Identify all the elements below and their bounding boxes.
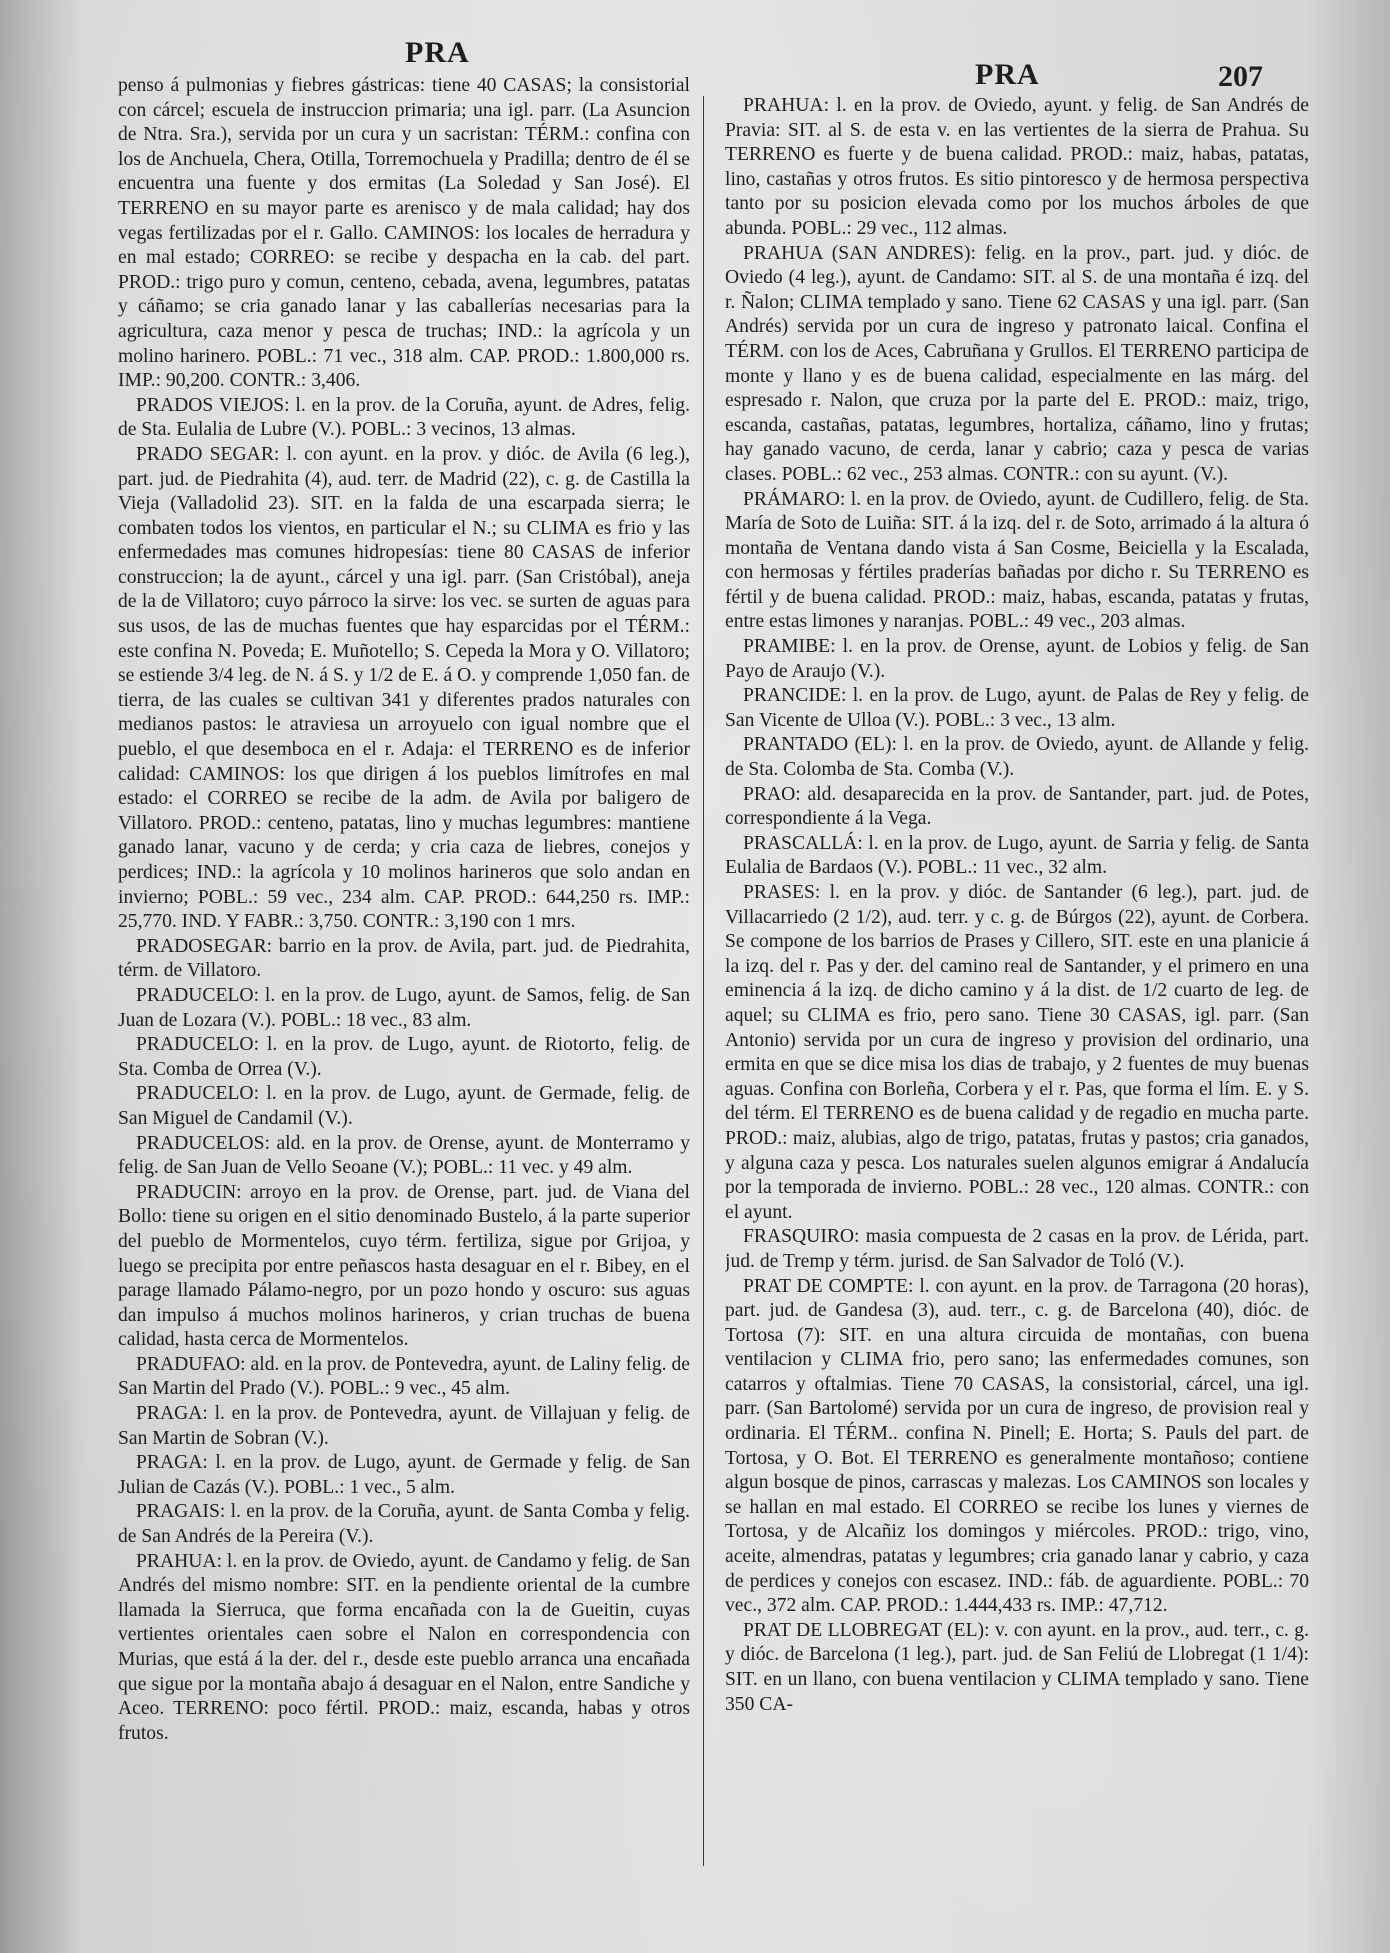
entry: PRADUCELO: l. en la prov. de Lugo, ayunt. de Riotorto, felig. de Sta. Comba de Orrea (V.). bbox=[118, 1034, 690, 1080]
entry: PRAHUA (SAN ANDRES): felig. en la prov., part. jud. y dióc. de Oviedo (4 leg.), ayunt. de Candamo: SIT. al S. de una montaña é izq. del r. Ñalon; CLIMA templado y sano. Tiene 62 CASAS y una igl. parr. (San Andrés) servida por un cura de ingreso y patronato laical. Confina el TÉRM. con los de Aces, Cabruñana y Grullos. El TERRENO participa de monte y llano y es de buena calidad, especialmente en las márg. del espresado r. Nalon, que cruza por la parte del E. PROD.: maiz, trigo, escanda, castañas, patatas, legumbres, hortaliza, cáñamo, lino y frutas; hay ganado vacuno, de cerda, lanar y cabrio; caza y pesca de varias clases. POBL.: 62 vec., 253 almas. CONTR.: con su ayunt. (V.). bbox=[725, 242, 1309, 485]
page-number: 207 bbox=[1218, 60, 1263, 93]
entry: PRADO SEGAR: l. con ayunt. en la prov. y dióc. de Avila (6 leg.), part. jud. de Piedrahita (4), aud. terr. de Madrid (22), c. g. de Castilla la Vieja (Valladolid 23). SIT. en la falda de una escarpada sierra; le combaten todos los vientos, en particular el N.; su CLIMA es frio y las enfermedades mas comunes hidropesías: tiene 80 CASAS de inferior construccion; la de ayunt., cárcel y una igl. parr. (San Cristóbal), aneja de la de Villatoro; cuyo párroco la sirve: los vec. se surten de aguas para sus usos, de las de muchas fuentes que hay esparcidas por el TÉRM.: este confina N. Poveda; E. Muñotello; S. Cepeda la Mora y O. Villatoro; se estiende 3/4 leg. de N. á S. y 1/2 de E. á O. y comprende 1,050 fan. de tierra, de las cuales se cultivan 341 y diferentes prados naturales con medianos pastos: le atraviesa un arroyuelo con igual nombre que el pueblo, el que desemboca en el r. Adaja: el TERRENO es de inferior calidad: CAMINOS: los que dirigen á los pueblos limítrofes en mal estado: el CORREO se recibe de la adm. de Avila por baligero de Villatoro. PROD.: centeno, patatas, lino y muchas legumbres: mantiene ganado lanar, vacuno y de cerda; y cria caza de liebres, conejos y perdices; IND.: la agrícola y 10 molinos harineros que solo andan en invierno; POBL.: 59 vec., 234 alm. CAP. PROD.: 644,250 rs. IMP.: 25,770. IND. Y FABR.: 3,750. CONTR.: 3,190 con 1 mrs. bbox=[118, 443, 690, 933]
entry: PRADUFAO: ald. en la prov. de Pontevedra, ayunt. de Laliny felig. de San Martin del Prado (V.). POBL.: 9 vec., 45 alm. bbox=[118, 1353, 690, 1400]
column-divider bbox=[703, 96, 704, 1866]
entry: PRAGA: l. en la prov. de Pontevedra, ayunt. de Villajuan y felig. de San Martin de Sobran (V.). bbox=[118, 1403, 690, 1449]
running-head-left: PRA bbox=[405, 36, 470, 69]
entry: PRAGA: l. en la prov. de Lugo, ayunt. de Germade y felig. de San Julian de Cazás (V.). POBL.: 1 vec., 5 alm. bbox=[118, 1452, 690, 1498]
right-column bbox=[725, 94, 1309, 1934]
entry: PRASES: l. en la prov. y dióc. de Santander (6 leg.), part. jud. de Villacarriedo (2 1/2), aud. terr. y c. g. de Búrgos (22), ayunt. de Corbera. Se compone de los barrios de Prases y Cillero, SIT. este en una planicie á la izq. del r. Pas y der. del camino real de Santander, y el primero en una eminencia á la izq. de dicho camino y á la dist. de 1/2 cuarto de leg. de aquel; su CLIMA es frio, pero sano. Tiene 30 CASAS, igl. parr. (San Antonio) servida por un cura de ingreso y provision del ordinario, una ermita en que se dice misa los dias de trabajo, y 2 fuentes de muy buenas aguas. Confina con Borleña, Corbera y el r. Pas, que forma el lím. E. y S. del térm. El TERRENO es de buena calidad y de regadio en mucha parte. PROD.: maiz, alubias, algo de trigo, patatas, frutas y pastos; cria ganados, y alguna caza y pesca. Los naturales suelen algunos emigrar á Andalucía por la temporada de invierno. POBL.: 28 vec., 120 almas. CONTR.: con el ayunt. bbox=[725, 882, 1309, 1223]
entry: FRASQUIRO: masia compuesta de 2 casas en la prov. de Lérida, part. jud. de Tremp y térm. jurisd. de San Salvador de Toló (V.). bbox=[725, 1226, 1309, 1272]
entry: PRADUCELO: l. en la prov. de Lugo, ayunt. de Samos, felig. de San Juan de Lozara (V.). POBL.: 18 vec., 83 alm. bbox=[118, 984, 690, 1031]
entry: PRAT DE LLOBREGAT (EL): v. con ayunt. en la prov., aud. terr., c. g. y dióc. de Barcelona (1 leg.), part. jud. de San Feliú de Llobregat (1 1/4): SIT. en un llano, con buena ventilacion y CLIMA templado y sano. Tiene 350 CA- bbox=[725, 1619, 1309, 1715]
entry: PRAGAIS: l. en la prov. de la Coruña, ayunt. de Santa Comba y felig. de San Andrés de la Pereira (V.). bbox=[118, 1501, 690, 1548]
running-head-right: PRA bbox=[975, 58, 1040, 91]
entry: PRANCIDE: l. en la prov. de Lugo, ayunt. de Palas de Rey y felig. de San Vicente de Ulloa (V.). POBL.: 3 vec., 13 alm. bbox=[725, 685, 1309, 731]
entry: PRADOS VIEJOS: l. en la prov. de la Coruña, ayunt. de Adres, felig. de Sta. Eulalia de Lubre (V.). POBL.: 3 vecinos, 13 almas. bbox=[118, 394, 690, 441]
entry: PRAMIBE: l. en la prov. de Orense, ayunt. de Lobios y felig. de San Payo de Araujo (V.). bbox=[725, 636, 1309, 682]
entry: PRANTADO (EL): l. en la prov. de Oviedo, ayunt. de Allande y felig. de Sta. Colomba de Sta. Comba (V.). bbox=[725, 734, 1309, 781]
entry: PRASCALLÁ: l. en la prov. de Lugo, ayunt. de Sarria y felig. de Santa Eulalia de Bardaos (V.). POBL.: 11 vec., 32 alm. bbox=[725, 832, 1309, 879]
entry: PRADUCIN: arroyo en la prov. de Orense, part. jud. de Viana del Bollo: tiene su origen en el sitio denominado Bustelo, á la parte superior del pueblo de Mormentelos, cuyo térm. fertiliza, sigue por Grijoa, y luego se precipita por entre peñascos hasta desaguar en el r. Bibey, en el parage llamado Pálamo-negro, por un pozo hondo y oscuro: sus aguas dan impulso á muchos molinos harineros, y crian truchas de buena calidad, hasta cerca de Mormentelos. bbox=[118, 1181, 690, 1351]
entry: PRAT DE COMPTE: l. con ayunt. en la prov. de Tarragona (20 horas), part. jud. de Gandesa (3), aud. terr., c. g. de Barcelona (40), dióc. de Tortosa (7): SIT. en una altura circuida de montañas, con buena ventilacion y CLIMA frio, pero sano; las enfermedades comunes, son catarros y oftalmias. Tiene 70 CASAS, la consistorial, cárcel, una igl. parr. (San Bartolomé) servida por un cura de ingreso, de provision real y ordinaria. El TÉRM.. confina N. Pinell; E. Horta; S. Pauls del part. de Tortosa, y O. Bot. El TERRENO es generalmente montañoso; contiene algun bosque de pinos, carrascas y malezas. Los CAMINOS son locales y se hallan en mal estado. El CORREO se recibe los lunes y viernes de Tortosa, y de Alcañiz los domingos y miércoles. PROD.: trigo, vino, aceite, almendras, patatas y legumbres; cria ganado lanar y cabrio, y caza de perdices y conejos con escasez. IND.: fáb. de aguardiente. POBL.: 70 vec., 372 alm. CAP. PROD.: 1.444,433 rs. IMP.: 47,712. bbox=[725, 1275, 1309, 1617]
left-column bbox=[118, 74, 690, 1934]
entry: PRADUCELOS: ald. en la prov. de Orense, ayunt. de Monterramo y felig. de San Juan de Vello Seoane (V.); POBL.: 11 vec. y 49 alm. bbox=[118, 1132, 690, 1179]
entry: PRAHUA: l. en la prov. de Oviedo, ayunt. de Candamo y felig. de San Andrés del mismo nombre: SIT. en la pendiente oriental de la cumbre llamada la Sierruca, que forma encañada con la de Gueitin, cuyas vertientes orientales caen sobre el Nalon en correspondencia con Murias, que está á la der. del r., desde este pueblo arranca una encañada que sigue por la montaña abajo á desaguar en el Nalon, entre Sandiche y Aceo. TERRENO: poco fértil. PROD.: maiz, escanda, habas y otros frutos. bbox=[118, 1550, 690, 1744]
entry: PRAHUA: l. en la prov. de Oviedo, ayunt. y felig. de San Andrés de Pravia: SIT. al S. de esta v. en las vertientes de la sierra de Prahua. Su TERRENO es fuerte y de buena calidad. PROD.: maiz, habas, patatas, lino, castañas y otros frutos. Es sitio pintoresco y de hermosa perspectiva tanto por su posicion elevada como por los muchos árboles de que abunda. POBL.: 29 vec., 112 almas. bbox=[725, 95, 1309, 239]
entry: PRÁMARO: l. en la prov. de Oviedo, ayunt. de Cudillero, felig. de Sta. María de Soto de Luiña: SIT. á la izq. del r. de Soto, arrimado á la altura ó montaña de Ventana dando vista á San Cosme, Beiciella y la Escalada, con hermosas y fértiles praderías bañadas por dicho r. Su TERRENO es fértil y de buena calidad. PROD.: maiz, habas, escanda, patatas y frutas, entre estas limones y naranjas. POBL.: 49 vec., 203 almas. bbox=[725, 488, 1309, 633]
entry: PRADUCELO: l. en la prov. de Lugo, ayunt. de Germade, felig. de San Miguel de Candamil (V.). bbox=[118, 1083, 690, 1129]
entry: PRADOSEGAR: barrio en la prov. de Avila, part. jud. de Piedrahita, térm. de Villatoro. bbox=[118, 935, 690, 982]
entry: penso á pulmonias y fiebres gástricas: tiene 40 CASAS; la consistorial con cárcel; escuela de instruccion primaria; una igl. parr. (La Asuncion de Ntra. Sra.), servida por un cura y un sacristan: TÉRM.: confina con los de Anchuela, Chera, Otilla, Torremochuela y Pradilla; dentro de él se encuentra una fuente y dos ermitas (La Soledad y San José). El TERRENO en su mayor parte es arenisco y de mala calidad; hay dos vegas fertilizadas por el r. Gallo. CAMINOS: los locales de herradura y en mal estado; CORREO: se recibe y despacha en la cab. del part. PROD.: trigo puro y comun, centeno, cebada, avena, legumbres, patatas y cáñamo; se cria ganado lanar y las caballerías necesarias para la agricultura, caza menor y pesca de truchas; IND.: la agrícola y un molino harinero. POBL.: 71 vec., 318 alm. CAP. PROD.: 1.800,000 rs. IMP.: 90,200. CONTR.: 3,406. bbox=[118, 75, 690, 392]
entry: PRAO: ald. desaparecida en la prov. de Santander, part. jud. de Potes, correspondiente á la Vega. bbox=[725, 783, 1309, 830]
